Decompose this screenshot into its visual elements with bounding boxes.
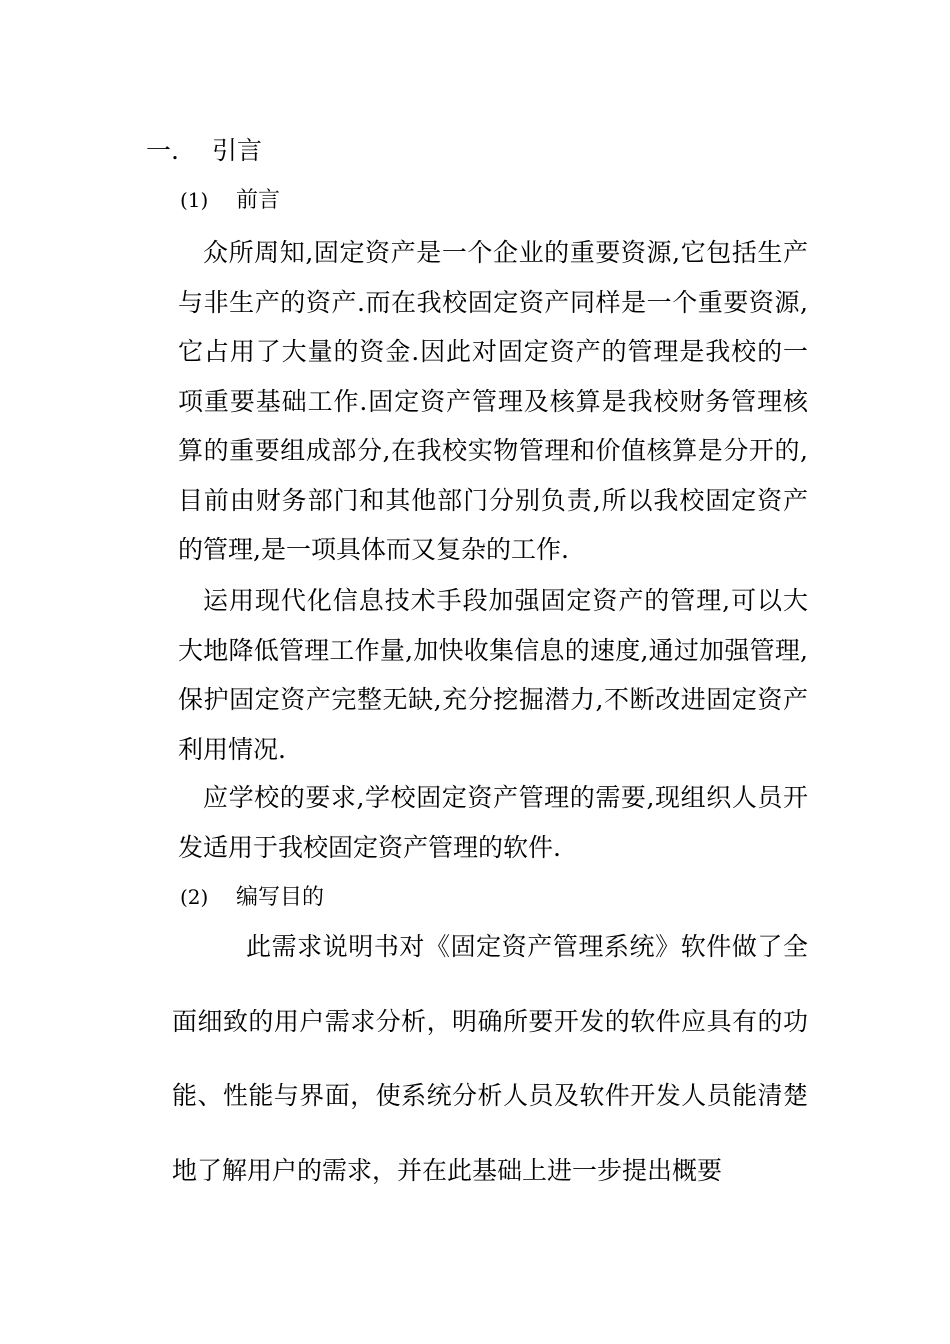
subsection-heading-preface [180,185,280,216]
paragraph: 此需求说明书对《固定资产管理系统》软件做了全面细致的用户需求分析，明确所要开发的软件应具有的功能、性能与界面，使系统分析人员及软件开发人员能清楚地了解用户的需求，并在此基础上进一步提出概要 [172,932,808,1185]
subsection-title: 编写目的 [236,885,325,910]
subsection-number: (2) [180,885,209,909]
section-heading [146,134,262,168]
section-number: 一. [146,136,179,165]
paragraph: 应学校的要求,学校固定资产管理的需要,现组织人员开发适用于我校固定资产管理的软件. [178,783,808,862]
paragraph: 众所周知,固定资产是一个企业的重要资源,它包括生产与非生产的资产.而在我校固定资产同样是一个重要资源,它占用了大量的资金.因此对固定资产的管理是我校的一项重要基础工作.固定资产管理及核算是我校财务管理核算的重要组成部分,在我校实物管理和价值核算是分开的,目前由财务部门和其他部门分别负责,所以我校固定资产的管理,是一项具体而又复杂的工作. [178,238,808,564]
subsection-number: (1) [180,188,209,212]
paragraph: 运用现代化信息技术手段加强固定资产的管理,可以大大地降低管理工作量,加快收集信息的速度,通过加强管理,保护固定资产完整无缺,充分挖掘潜力,不断改进固定资产利用情况. [178,586,808,764]
subsection-title: 前言 [236,188,281,213]
section-title: 引言 [212,136,263,165]
subsection-heading-purpose [180,882,324,913]
